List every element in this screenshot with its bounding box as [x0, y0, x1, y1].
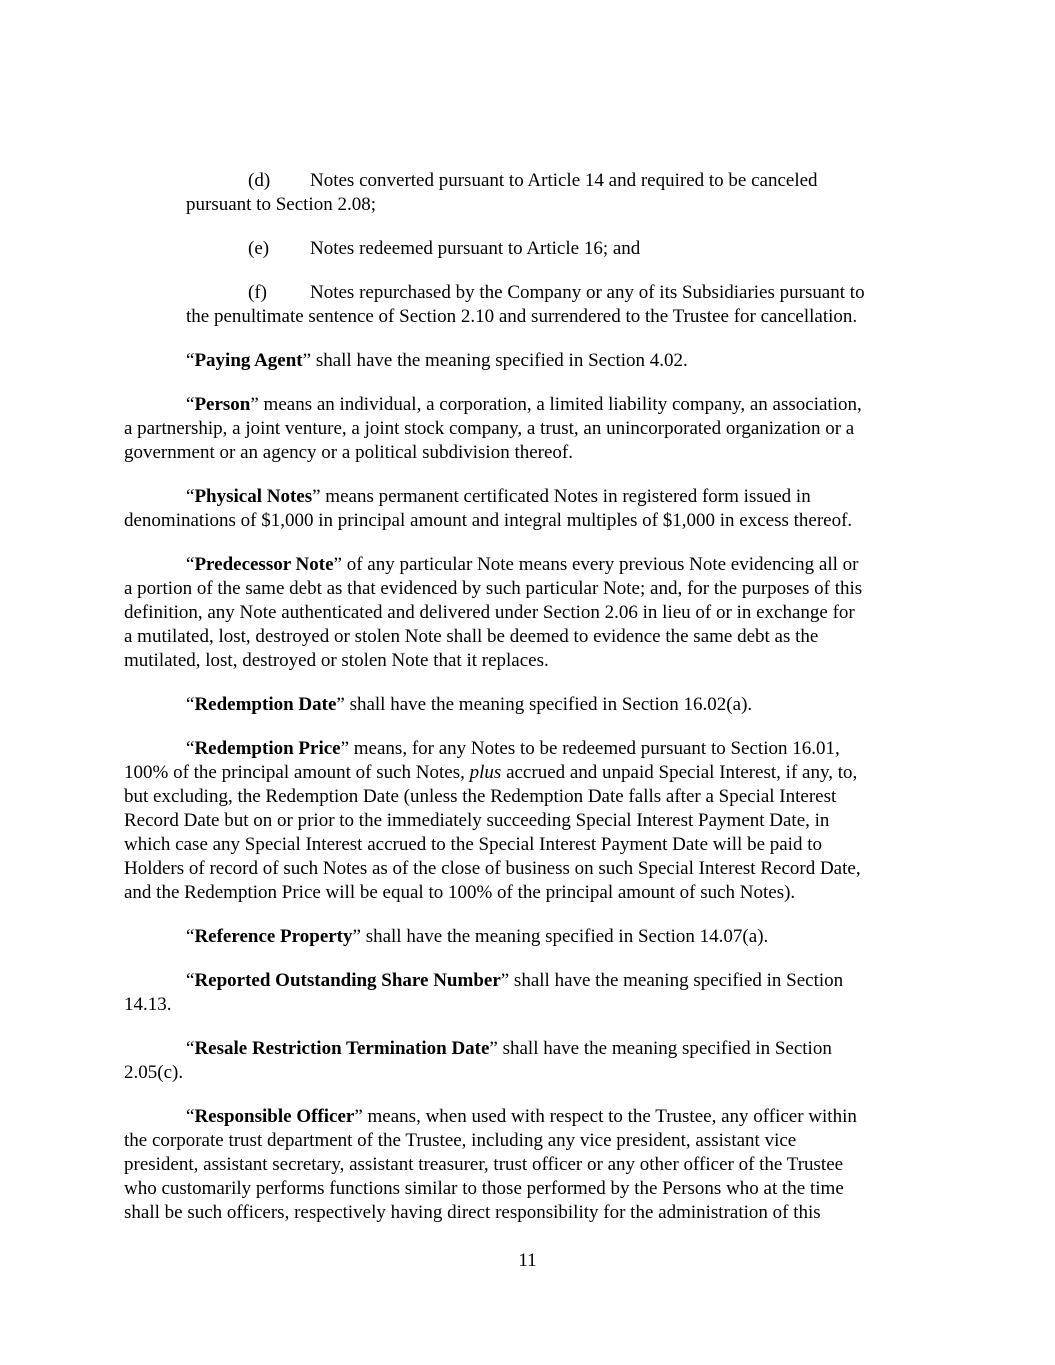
text-line	[124, 649, 944, 673]
text-segment: “	[186, 394, 195, 415]
text-segment: “	[186, 1038, 195, 1059]
text-segment: ” of any particular Note means every previous Note evidencing all or	[333, 554, 859, 575]
definition-paragraph	[124, 349, 944, 373]
list-item	[124, 169, 944, 217]
text-segment: the penultimate sentence of Section 2.10 and surrendered to the Trustee for cancellation.	[186, 306, 858, 327]
definition-paragraph	[124, 485, 944, 533]
text-segment: “	[186, 970, 195, 991]
defined-term: Physical Notes	[194, 486, 313, 507]
text-segment: 2.05(c).	[124, 1062, 184, 1083]
text-line	[124, 237, 944, 261]
text-line	[124, 1105, 944, 1129]
text-segment: accrued and unpaid Special Interest, if any, to,	[501, 762, 858, 783]
text-segment: ” shall have the meaning specified in Section	[500, 970, 844, 991]
list-label: (f)	[248, 282, 267, 303]
text-segment: president, assistant secretary, assistant treasurer, trust officer or any other officer of the Trustee	[124, 1154, 844, 1175]
text-segment: Notes repurchased by the Company or any of its Subsidiaries pursuant to	[310, 282, 865, 303]
text-segment: ” shall have the meaning specified in Section	[489, 1038, 832, 1059]
defined-term: Paying Agent	[194, 350, 303, 371]
text-segment: and the Redemption Price will be equal to 100% of the principal amount of such Notes).	[124, 882, 796, 903]
defined-term: Person	[194, 394, 251, 415]
text-segment: ” means, for any Notes to be redeemed pursuant to Section 16.01,	[340, 738, 840, 759]
text-line	[124, 833, 944, 857]
text-line	[124, 601, 944, 625]
text-line	[124, 857, 944, 881]
text-line	[124, 761, 944, 785]
text-segment: definition, any Note authenticated and delivered under Section 2.06 in lieu of or in exchange for	[124, 602, 855, 623]
definition-paragraph	[124, 553, 944, 673]
text-segment: ” means permanent certificated Notes in registered form issued in	[312, 486, 811, 507]
text-line	[124, 169, 944, 193]
text-segment: 14.13.	[124, 994, 172, 1015]
text-line	[124, 925, 944, 949]
text-line	[124, 737, 944, 761]
text-segment: ” means an individual, a corporation, a limited liability company, an association,	[250, 394, 862, 415]
text-segment: 100% of the principal amount of such Notes,	[124, 762, 470, 783]
text-segment: “	[186, 1106, 195, 1127]
definition-paragraph	[124, 737, 944, 905]
text-segment: ” shall have the meaning specified in Section 14.07(a).	[352, 926, 769, 947]
text-segment: the corporate trust department of the Trustee, including any vice president, assistant vice	[124, 1130, 797, 1151]
document-body	[124, 169, 944, 1245]
text-segment: ” means, when used with respect to the Trustee, any officer within	[354, 1106, 857, 1127]
text-line	[124, 1201, 944, 1225]
text-line	[124, 349, 944, 373]
defined-term: Reference Property	[194, 926, 353, 947]
text-segment: “	[186, 738, 195, 759]
list-item	[124, 281, 944, 329]
text-line	[124, 281, 944, 305]
text-segment: mutilated, lost, destroyed or stolen Note that it replaces.	[124, 650, 549, 671]
text-segment: a partnership, a joint venture, a joint stock company, a trust, an unincorporated organization or a	[124, 418, 855, 439]
text-line	[124, 969, 944, 993]
text-line	[124, 693, 944, 717]
text-line	[124, 1153, 944, 1177]
definition-paragraph	[124, 969, 944, 1017]
list-item	[124, 237, 944, 261]
text-segment: Holders of record of such Notes as of the close of business on such Special Interest Record Date,	[124, 858, 861, 879]
definition-paragraph	[124, 925, 944, 949]
text-segment: a portion of the same debt as that evidenced by such particular Note; and, for the purposes of this	[124, 578, 863, 599]
text-segment: shall be such officers, respectively having direct responsibility for the administration of this	[124, 1202, 821, 1223]
text-segment: ” shall have the meaning specified in Section 4.02.	[302, 350, 688, 371]
text-line	[124, 881, 944, 905]
list-label: (e)	[248, 238, 270, 259]
defined-term: Predecessor Note	[194, 554, 334, 575]
text-line	[124, 193, 944, 217]
text-line	[124, 1037, 944, 1061]
text-line	[124, 625, 944, 649]
text-segment: a mutilated, lost, destroyed or stolen Note shall be deemed to evidence the same debt as the	[124, 626, 819, 647]
text-line	[124, 993, 944, 1017]
definition-paragraph	[124, 393, 944, 465]
definition-paragraph	[124, 1105, 944, 1225]
text-line	[124, 1129, 944, 1153]
text-segment: denominations of $1,000 in principal amount and integral multiples of $1,000 in excess thereof.	[124, 510, 853, 531]
text-line	[124, 553, 944, 577]
text-segment: Record Date but on or prior to the immediately succeeding Special Interest Payment Date, in	[124, 810, 830, 831]
text-line	[124, 417, 944, 441]
text-line	[124, 1177, 944, 1201]
defined-term: Redemption Price	[194, 738, 341, 759]
text-line	[124, 809, 944, 833]
text-line	[124, 785, 944, 809]
text-segment: “	[186, 554, 195, 575]
text-line	[124, 393, 944, 417]
defined-term: Redemption Date	[194, 694, 337, 715]
definition-paragraph	[124, 1037, 944, 1085]
italic-text: plus	[469, 762, 502, 783]
text-segment: Notes redeemed pursuant to Article 16; and	[310, 238, 641, 259]
text-line	[124, 485, 944, 509]
definition-paragraph	[124, 693, 944, 717]
text-line	[124, 441, 944, 465]
page-number: 11	[518, 1250, 537, 1271]
text-segment: who customarily performs functions similar to those performed by the Persons who at the time	[124, 1178, 844, 1199]
text-line	[124, 305, 944, 329]
text-segment: Notes converted pursuant to Article 14 and required to be canceled	[310, 170, 818, 191]
text-segment: “	[186, 926, 195, 947]
defined-term: Resale Restriction Termination Date	[194, 1038, 490, 1059]
text-line	[124, 1061, 944, 1085]
text-segment: “	[186, 350, 195, 371]
defined-term: Responsible Officer	[194, 1106, 355, 1127]
text-segment: pursuant to Section 2.08;	[186, 194, 376, 215]
text-segment: government or an agency or a political subdivision thereof.	[124, 442, 574, 463]
text-segment: but excluding, the Redemption Date (unless the Redemption Date falls after a Special Interest	[124, 786, 837, 807]
text-segment: ” shall have the meaning specified in Section 16.02(a).	[336, 694, 753, 715]
text-segment: which case any Special Interest accrued to the Special Interest Payment Date will be paid to	[124, 834, 822, 855]
text-line	[124, 577, 944, 601]
text-segment: “	[186, 694, 195, 715]
text-line	[124, 509, 944, 533]
text-segment: “	[186, 486, 195, 507]
list-label: (d)	[248, 170, 271, 191]
defined-term: Reported Outstanding Share Number	[194, 970, 501, 991]
